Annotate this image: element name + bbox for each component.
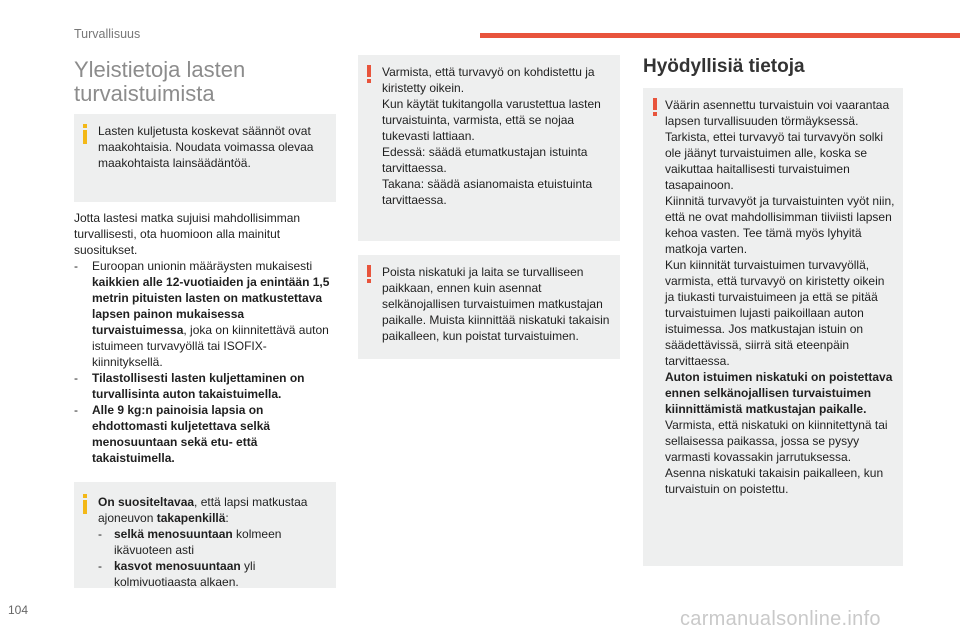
list-item: - kasvot menosuuntaan yli kolmivuotiaasta alkaen.	[98, 559, 256, 589]
warning-icon	[653, 98, 657, 116]
note-box	[74, 482, 336, 588]
useful-info-heading: Hyödyllisiä tietoja	[643, 56, 805, 77]
section-label: Turvallisuus	[74, 27, 141, 41]
section-accent-bar	[480, 33, 960, 38]
list-item: - selkä menosuuntaan kolmeen ikävuoteen asti	[98, 527, 282, 557]
info-icon	[83, 494, 87, 514]
list-item: - Euroopan unionin määräysten mukaisesti kaikkien alle 12-vuotiaiden ja enintään 1,5 metrin pituisten lasten on matkustettava lapsen painon mukaisessa turvaistuimessa, joka on kiinnitettävä auton istuimeen turvavyöllä tai ISOFIX-kiinnityksellä.	[74, 259, 330, 369]
warning-icon	[367, 265, 371, 283]
warning-text: Poista niskatuki ja laita se turvalliseen paikkaan, ennen kuin asennat selkänojallisen turvaistuimen matkustajan paikalle. Muista kiinnittää niskatuki takaisin paikalleen, kun poistat turvaistuimen.	[382, 265, 610, 343]
info-box-text: Lasten kuljetusta koskevat säännöt ovat maakohtaisia. Noudata voimassa olevaa maakohtaista lainsäädäntöä.	[98, 124, 314, 170]
watermark: carmanualsonline.info	[680, 608, 881, 630]
info-box	[74, 114, 336, 202]
info-icon	[83, 124, 87, 144]
warning-box-headrest	[358, 255, 620, 359]
warning-box-seatbelt	[358, 55, 620, 241]
page-title: Yleistietoja lasten turvaistuimista	[74, 57, 246, 106]
page-number: 104	[8, 603, 29, 617]
intro-text: Jotta lastesi matka sujuisi mahdollisimman turvallisesti, ota huomioon alla mainitut suositukset.	[74, 211, 301, 257]
recommendations	[74, 210, 336, 466]
list-item: - Tilastollisesti lasten kuljettaminen on turvallisinta auton takaistuimella.	[74, 371, 305, 401]
note-text: On suositeltavaa, että lapsi matkustaa ajoneuvon takapenkillä: - selkä menosuuntaan kolmeen ikävuoteen asti - kasvot menosuuntaan yli kolmivuotiaasta alkaen.	[98, 494, 330, 590]
warning-icon	[367, 65, 371, 83]
list-item: - Alle 9 kg:n painoisia lapsia on ehdottomasti kuljetettava selkä menosuuntaan sekä etu- että takaistuimella.	[74, 403, 271, 465]
useful-info-box	[643, 88, 903, 566]
warning-text: Varmista, että turvavyö on kohdistettu ja kiristetty oikein. Kun käytät tukitangolla varustettua lasten turvaistuinta, varmista, että se nojaa tukevasti lattiaan. Edessä: säädä etumatkustajan istuinta tarvittaessa. Takana: säädä asianomaista etuistuinta tarvittaessa.	[382, 65, 601, 207]
useful-info-text: Väärin asennettu turvaistuin voi vaarantaa lapsen turvallisuuden törmäyksessä. Tarkista, ettei turvavyö tai turvavyön solki ole jäänyt turvaistuimen alle, koska se vaikuttaa haitallisesti turvaistuimen tasapainoon. Kiinnitä turvavyöt ja turvaistuinten vyöt niin, että ne ovat mahdollisimman tiiviisti lapsen kehoa vasten. Tee tämä myös lyhyitä matkoja varten. Kun kiinnität turvaistuimen turvavyöllä, varmista, että turvavyö on kiristetty oikein ja tiukasti turvaistuimeen ja että se pitää turvaistuimen lujasti paikoillaan auton istuimessa. Jos matkustajan istuin on säädettävissä, siirrä sitä eteenpäin tarvittaessa. Auton istuimen niskatuki on poistettava ennen selkänojallisen turvaistuimen kiinnittämistä matkustajan paikalle. Varmista, että niskatuki on kiinnitettynä tai sellaisessa paikassa, jossa se pysyy varmasti kovassakin jarrutuksessa. Asenna niskatuki takaisin paikalleen, kun turvaistuin on poistettu.	[665, 98, 895, 496]
